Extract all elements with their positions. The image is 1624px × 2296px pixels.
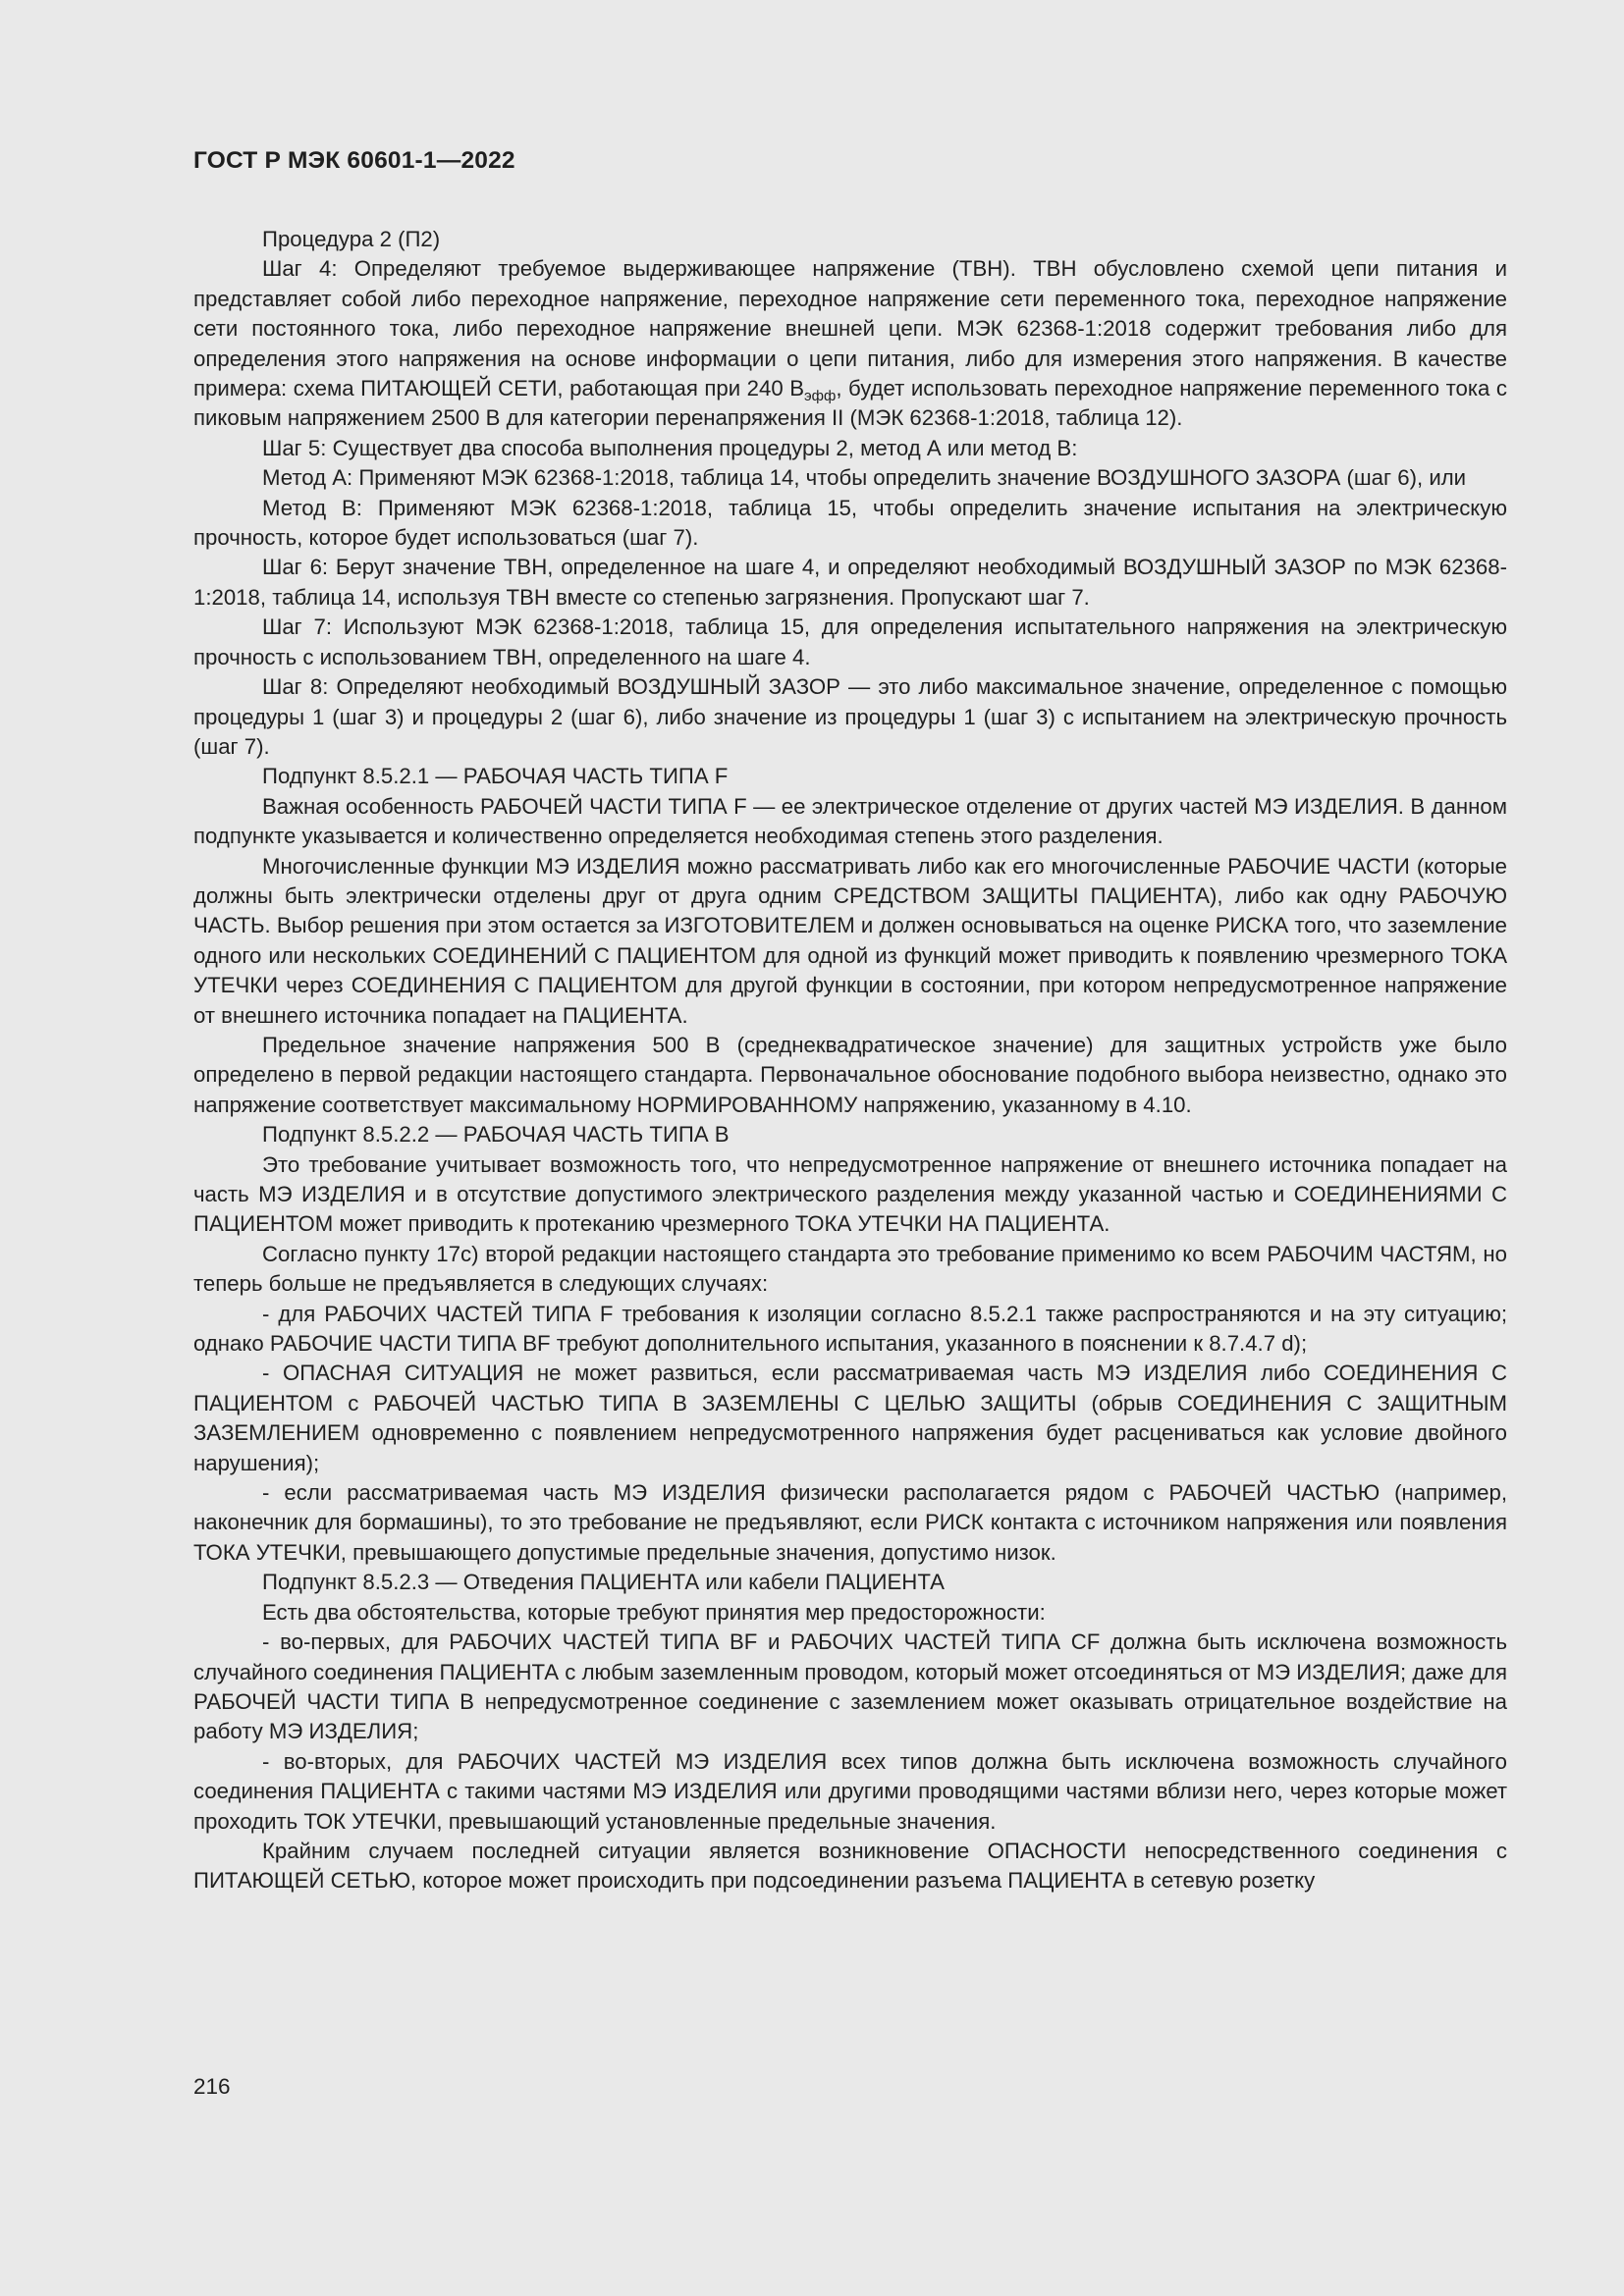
extreme-case-paragraph: Крайним случаем последней ситуации является возникновение ОПАСНОСТИ непосредственного соединения с ПИТАЮЩЕЙ СЕТЬЮ, которое может происходить при подсоединении разъема ПАЦИЕНТА в сетевую розетку	[193, 1838, 1507, 1894]
procedure-heading: Процедура 2 (П2)	[262, 227, 441, 251]
subclause-8-5-2-3-heading: Подпункт 8.5.2.3 — Отведения ПАЦИЕНТА или кабели ПАЦИЕНТА	[262, 1570, 945, 1595]
subclause-8-5-2-1-heading: Подпункт 8.5.2.1 — РАБОЧАЯ ЧАСТЬ ТИПА F	[262, 764, 729, 789]
document-body	[193, 225, 1507, 1896]
step-6-paragraph: Шаг 6: Берут значение ТВН, определенное на шаге 4, и определяют необходимый ВОЗДУШНЫЙ ЗАЗОР по МЭК 62368-1:2018, таблица 14, используя ТВН вместе со степенью загрязнения. Пропускают шаг 7.	[193, 555, 1507, 610]
step-5-paragraph: Шаг 5: Существует два способа выполнения процедуры 2, метод А или метод В:	[262, 435, 1078, 460]
type-f-paragraph: Важная особенность РАБОЧЕЙ ЧАСТИ ТИПА F — ее электрическое отделение от других частей МЭ ИЗДЕЛИЯ. В данном подпункте указывается и количественно определяется необходимая степень этого разделения.	[193, 793, 1507, 849]
list-item-dental: - если рассматриваемая часть МЭ ИЗДЕЛИЯ физически располагается рядом с РАБОЧЕЙ ЧАСТЬЮ (например, наконечник для бормашины), то это требование не предъявляют, если РИСК контакта с источником напряжения или появления ТОКА УТЕЧКИ, превышающего допустимые предельные значения, допустимо низок.	[193, 1480, 1507, 1565]
step-4-subscript: эфф	[804, 388, 837, 405]
step-4-paragraph	[193, 254, 1507, 433]
subclause-8-5-2-2-heading: Подпункт 8.5.2.2 — РАБОЧАЯ ЧАСТЬ ТИПА В	[262, 1122, 730, 1148]
multiple-functions-paragraph: Многочисленные функции МЭ ИЗДЕЛИЯ можно рассматривать либо как его многочисленные РАБОЧИЕ ЧАСТИ (которые должны быть электрически отделены друг от друга одним СРЕДСТВОМ ЗАЩИТЫ ПАЦИЕНТА), либо как одну РАБОЧУЮ ЧАСТЬ. Выбор решения при этом остается за ИЗГОТОВИТЕЛЕМ и должен основываться на оценке РИСКА того, что заземление одного или нескольких СОЕДИНЕНИЙ С ПАЦИЕНТОМ для одной из функций может приводить к появлению чрезмерного ТОКА УТЕЧКИ через СОЕДИНЕНИЯ С ПАЦИЕНТОМ для другой функции в состоянии, при котором непредусмотренное напряжение от внешнего источника попадает на ПАЦИЕНТА.	[193, 853, 1507, 1028]
document-header: ГОСТ Р МЭК 60601-1—2022	[193, 147, 515, 174]
second-edition-paragraph: Согласно пункту 17c) второй редакции настоящего стандарта это требование применимо ко всем РАБОЧИМ ЧАСТЯМ, но теперь больше не предъявляется в следующих случаях:	[193, 1241, 1507, 1297]
step-4-text-tail: , будет использовать переходное напряжение переменного тока с пиковым напряжением 2500 В для категории перенапряжения II (МЭК 62368-1:2018, таблица 12).	[193, 376, 1507, 431]
list-item-first: - во-первых, для РАБОЧИХ ЧАСТЕЙ ТИПА BF и РАБОЧИХ ЧАСТЕЙ ТИПА CF должна быть исключена возможность случайного соединения ПАЦИЕНТА с любым заземленным проводом, который может отсоединяться от МЭ ИЗДЕЛИЯ; даже для РАБОЧЕЙ ЧАСТИ ТИПА В непредусмотренное соединение с заземлением может оказывать отрицательное воздействие на работу МЭ ИЗДЕЛИЯ;	[193, 1629, 1507, 1744]
step-7-paragraph: Шаг 7: Используют МЭК 62368-1:2018, таблица 15, для определения испытательного напряжения на электрическую прочность с использованием ТВН, определенного на шаге 4.	[193, 614, 1507, 669]
page-number: 216	[193, 2074, 231, 2099]
list-item-type-f: - для РАБОЧИХ ЧАСТЕЙ ТИПА F требования к изоляции согласно 8.5.2.1 также распространяются и на эту ситуацию; однако РАБОЧИЕ ЧАСТИ ТИПА BF требуют дополнительного испытания, указанного в пояснении к 8.7.4.7 d);	[193, 1301, 1507, 1357]
type-b-paragraph: Это требование учитывает возможность того, что непредусмотренное напряжение от внешнего источника попадает на часть МЭ ИЗДЕЛИЯ и в отсутствие допустимого электрического разделения между указанной частью и СОЕДИНЕНИЯМИ С ПАЦИЕНТОМ может приводить к протеканию чрезмерного ТОКА УТЕЧКИ НА ПАЦИЕНТА.	[193, 1151, 1507, 1237]
voltage-limit-paragraph: Предельное значение напряжения 500 В (среднеквадратическое значение) для защитных устройств уже было определено в первой редакции настоящего стандарта. Первоначальное обоснование подобного выбора неизвестно, однако это напряжение соответствует максимальному НОРМИРОВАННОМУ напряжению, указанному в 4.10.	[193, 1032, 1507, 1117]
list-item-hazard: - ОПАСНАЯ СИТУАЦИЯ не может развиться, если рассматриваемая часть МЭ ИЗДЕЛИЯ либо СОЕДИНЕНИЯ С ПАЦИЕНТОМ с РАБОЧЕЙ ЧАСТЬЮ ТИПА В ЗАЗЕМЛЕНЫ С ЦЕЛЬЮ ЗАЩИТЫ (обрыв СОЕДИНЕНИЯ С ЗАЩИТНЫМ ЗАЗЕМЛЕНИЕМ одновременно с появлением непредусмотренного напряжения будет расцениваться как условие двойного нарушения);	[193, 1361, 1507, 1475]
step-4-text: Шаг 4: Определяют требуемое выдерживающее напряжение (ТВН). ТВН обусловлено схемой цепи питания и представляет собой либо переходное напряжение, переходное напряжение сети переменного тока, переходное напряжение сети постоянного тока, либо переходное напряжение внешней цепи. МЭК 62368-1:2018 содержит требования либо для определения этого напряжения на основе информации о цепи питания, либо для измерения этого напряжения. В качестве примера: схема ПИТАЮЩЕЙ СЕТИ, работающая при 240 В	[193, 256, 1507, 401]
list-item-second: - во-вторых, для РАБОЧИХ ЧАСТЕЙ МЭ ИЗДЕЛИЯ всех типов должна быть исключена возможность случайного соединения ПАЦИЕНТА с такими частями МЭ ИЗДЕЛИЯ или другими проводящими частями вблизи него, через которые может проходить ТОК УТЕЧКИ, превышающий установленные предельные значения.	[193, 1748, 1507, 1834]
step-8-paragraph: Шаг 8: Определяют необходимый ВОЗДУШНЫЙ ЗАЗОР — это либо максимальное значение, определенное с помощью процедуры 1 (шаг 3) и процедуры 2 (шаг 6), либо значение из процедуры 1 (шаг 3) с испытанием на электрическую прочность (шаг 7).	[193, 674, 1507, 759]
method-b-paragraph: Метод В: Применяют МЭК 62368-1:2018, таблица 15, чтобы определить значение испытания на электрическую прочность, которое будет использоваться (шаг 7).	[193, 495, 1507, 551]
method-a-paragraph: Метод А: Применяют МЭК 62368-1:2018, таблица 14, чтобы определить значение ВОЗДУШНОГО ЗАЗОРА (шаг 6), или	[262, 465, 1467, 491]
precautions-paragraph: Есть два обстоятельства, которые требуют принятия мер предосторожности:	[262, 1599, 1046, 1625]
